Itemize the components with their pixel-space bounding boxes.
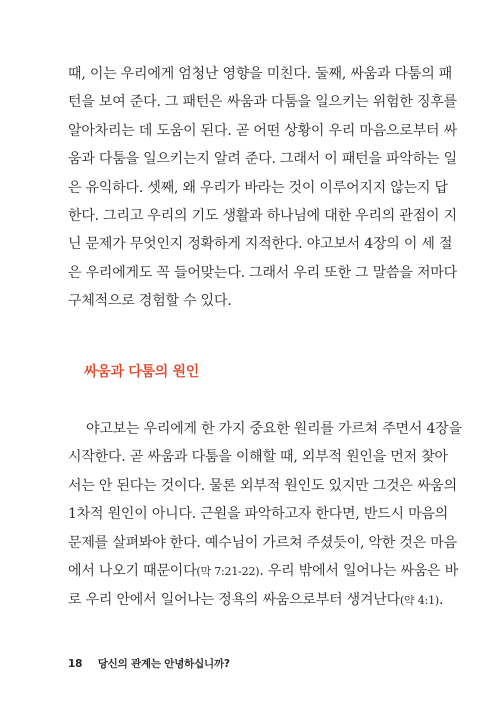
line-text: 에서 나오기 때문이다 <box>68 563 197 580</box>
text-line: 움과 다툼을 일으키는지 알려 준다. 그래서 이 패턴을 파악하는 일 <box>68 151 457 168</box>
text-line: 턴을 보여 준다. 그 패턴은 싸움과 다툼을 일으키는 위험한 징후를 <box>68 94 457 111</box>
text-line: 한다. 그리고 우리의 기도 생활과 하나님에 대한 우리의 관점이 지 <box>68 208 457 225</box>
running-title: 당신의 관계는 안녕하십니까? <box>97 658 230 670</box>
text-line: 서는 안 된다는 것이다. 물론 외부적 원인도 있지만 그것은 싸움의 <box>68 477 457 494</box>
scripture-reference: (약 4:1) <box>399 594 439 608</box>
text-line: 시작한다. 곧 싸움과 다툼을 이해할 때, 외부적 원인을 먼저 찾아 <box>68 449 448 466</box>
text-line: 닌 문제가 무엇인지 정확하게 지적한다. 야고보서 4장의 이 세 절 <box>68 236 453 253</box>
text-line: 야고보는 우리에게 한 가지 중요한 원리를 가르쳐 주면서 4장을 <box>86 421 462 437</box>
line-text: . 우리 밖에서 일어나는 싸움은 바 <box>259 563 459 580</box>
line-text: 로 우리 안에서 일어나는 정욕의 싸움으로부터 생겨난다 <box>68 592 400 609</box>
scripture-reference: (막 7:21-22) <box>196 565 260 579</box>
text-line: 때, 이는 우리에게 엄청난 영향을 미친다. 둘째, 싸움과 다툼의 패 <box>68 66 453 82</box>
text-line <box>68 557 459 586</box>
page-number: 18 <box>68 658 83 670</box>
body-paragraph-2 <box>68 415 462 616</box>
text-line: 은 유익하다. 셋째, 왜 우리가 바라는 것이 이루어지지 않는지 답 <box>68 179 448 196</box>
text-line <box>68 586 444 615</box>
section-heading: 싸움과 다툼의 원인 <box>84 364 199 380</box>
text-line: 문제를 살펴봐야 한다. 예수님이 가르쳐 주셨듯이, 악한 것은 마음 <box>68 534 457 551</box>
text-line: 은 우리에게도 꼭 들어맞는다. 그래서 우리 또한 그 말씀을 저마다 <box>68 264 457 281</box>
page-footer <box>68 656 230 671</box>
text-line: 구체적으로 경험할 수 있다. <box>68 293 232 310</box>
text-line: 1차적 원인이 아니다. 근원을 파악하고자 한다면, 반드시 마음의 <box>68 506 449 523</box>
line-text: . <box>438 592 444 609</box>
body-paragraph-1 <box>68 60 457 316</box>
text-line: 알아차리는 데 도움이 된다. 곧 어떤 상황이 우리 마음으로부터 싸 <box>68 122 457 139</box>
